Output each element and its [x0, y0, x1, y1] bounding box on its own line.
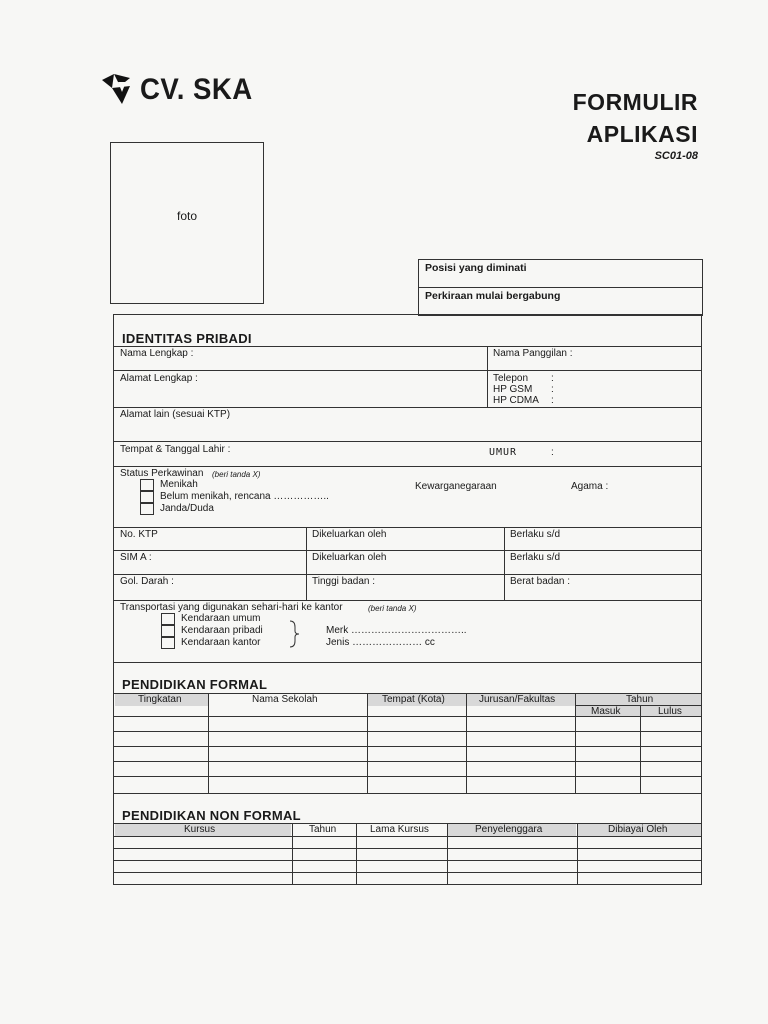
birth-label: Tempat & Tanggal Lahir :	[120, 444, 231, 455]
not-married-label: Belum menikah, rencana ……………..	[160, 491, 329, 502]
hp-cdma-colon: :	[551, 395, 554, 406]
position-box	[418, 259, 703, 316]
sim-label: SIM A :	[120, 552, 152, 563]
vehicle-brand-label: Merk ……………………………..	[326, 625, 467, 636]
nonformal-col-duration: Lama Kursus	[370, 824, 429, 835]
sim-issued-label: Dikeluarkan oleh	[312, 552, 387, 563]
hp-cdma-label: HP CDMA	[493, 395, 539, 406]
nonformal-col-year: Tahun	[309, 824, 337, 835]
formal-col-enter: Masuk	[591, 706, 621, 717]
form-code: SC01-08	[654, 150, 698, 162]
public-vehicle-label: Kendaraan umum	[181, 613, 261, 624]
form-title-line1: FORMULIR	[572, 89, 698, 115]
public-vehicle-checkbox[interactable]	[161, 613, 175, 625]
formal-col-city: Tempat (Kota)	[382, 694, 445, 705]
photo-label: foto	[176, 209, 197, 223]
sim-valid-label: Berlaku s/d	[510, 552, 561, 563]
formal-col-level: Tingkatan	[138, 694, 182, 705]
widowed-label: Janda/Duda	[160, 503, 214, 514]
formal-education-title: PENDIDIKAN FORMAL	[122, 677, 268, 692]
private-vehicle-checkbox[interactable]	[161, 625, 175, 637]
private-vehicle-label: Kendaraan pribadi	[181, 625, 263, 636]
height-label: Tinggi badan :	[312, 576, 376, 587]
office-vehicle-label: Kendaraan kantor	[181, 637, 261, 648]
weight-label: Berat badan :	[510, 576, 571, 587]
alt-address-label: Alamat lain (sesuai KTP)	[120, 409, 231, 420]
brace-icon	[288, 620, 300, 648]
married-checkbox[interactable]	[140, 479, 154, 491]
company-name: CV. SKA	[140, 73, 253, 106]
nonformal-col-funded-by: Dibiayai Oleh	[608, 824, 668, 835]
phone-colon: :	[551, 373, 554, 384]
company-logo	[100, 72, 262, 108]
nonformal-col-course: Kursus	[184, 824, 216, 835]
start-date-field[interactable]	[419, 288, 702, 315]
formal-col-graduate: Lulus	[658, 706, 682, 717]
start-date-label: Perkiraan mulai bergabung	[425, 290, 561, 302]
form-title	[573, 86, 698, 150]
citizenship-label: Kewarganegaraan	[415, 481, 497, 492]
formal-col-school: Nama Sekolah	[252, 694, 318, 705]
company-logo-mark-icon	[100, 72, 138, 108]
blood-type-label: Gol. Darah :	[120, 576, 174, 587]
photo-box	[110, 142, 264, 304]
ktp-valid-label: Berlaku s/d	[510, 529, 561, 540]
age-handwritten: UMUR	[489, 447, 518, 458]
vehicle-type-label: Jenis ………………… cc	[326, 637, 435, 648]
hp-gsm-colon: :	[551, 384, 554, 395]
desired-position-label: Posisi yang diminati	[425, 262, 527, 274]
form-title-line2: APLIKASI	[586, 121, 698, 147]
address-label: Alamat Lengkap :	[120, 373, 198, 384]
ktp-issued-label: Dikeluarkan oleh	[312, 529, 387, 540]
office-vehicle-checkbox[interactable]	[161, 637, 175, 649]
marital-hint: (beri tanda X)	[212, 470, 261, 479]
phone-label: Telepon	[493, 373, 529, 384]
desired-position-field[interactable]	[419, 260, 702, 288]
full-name-label: Nama Lengkap :	[120, 348, 194, 359]
transport-label: Transportasi yang digunakan sehari-hari ke kantor	[120, 602, 343, 613]
identity-section-title: IDENTITAS PRIBADI	[122, 331, 252, 346]
not-married-checkbox[interactable]	[140, 491, 154, 503]
main-form	[113, 314, 702, 885]
ktp-label: No. KTP	[120, 529, 158, 540]
religion-label: Agama :	[571, 481, 609, 492]
widowed-checkbox[interactable]	[140, 503, 154, 515]
transport-hint: (beri tanda X)	[368, 604, 417, 613]
marital-label: Status Perkawinan	[120, 468, 204, 479]
age-colon: :	[551, 447, 554, 458]
married-label: Menikah	[160, 479, 198, 490]
formal-col-major: Jurusan/Fakultas	[479, 694, 556, 705]
nickname-label: Nama Panggilan :	[493, 348, 573, 359]
nonformal-col-organizer: Penyelenggara	[475, 824, 543, 835]
non-formal-education-title: PENDIDIKAN NON FORMAL	[122, 808, 301, 823]
hp-gsm-label: HP GSM	[493, 384, 533, 395]
formal-col-year: Tahun	[626, 694, 654, 705]
